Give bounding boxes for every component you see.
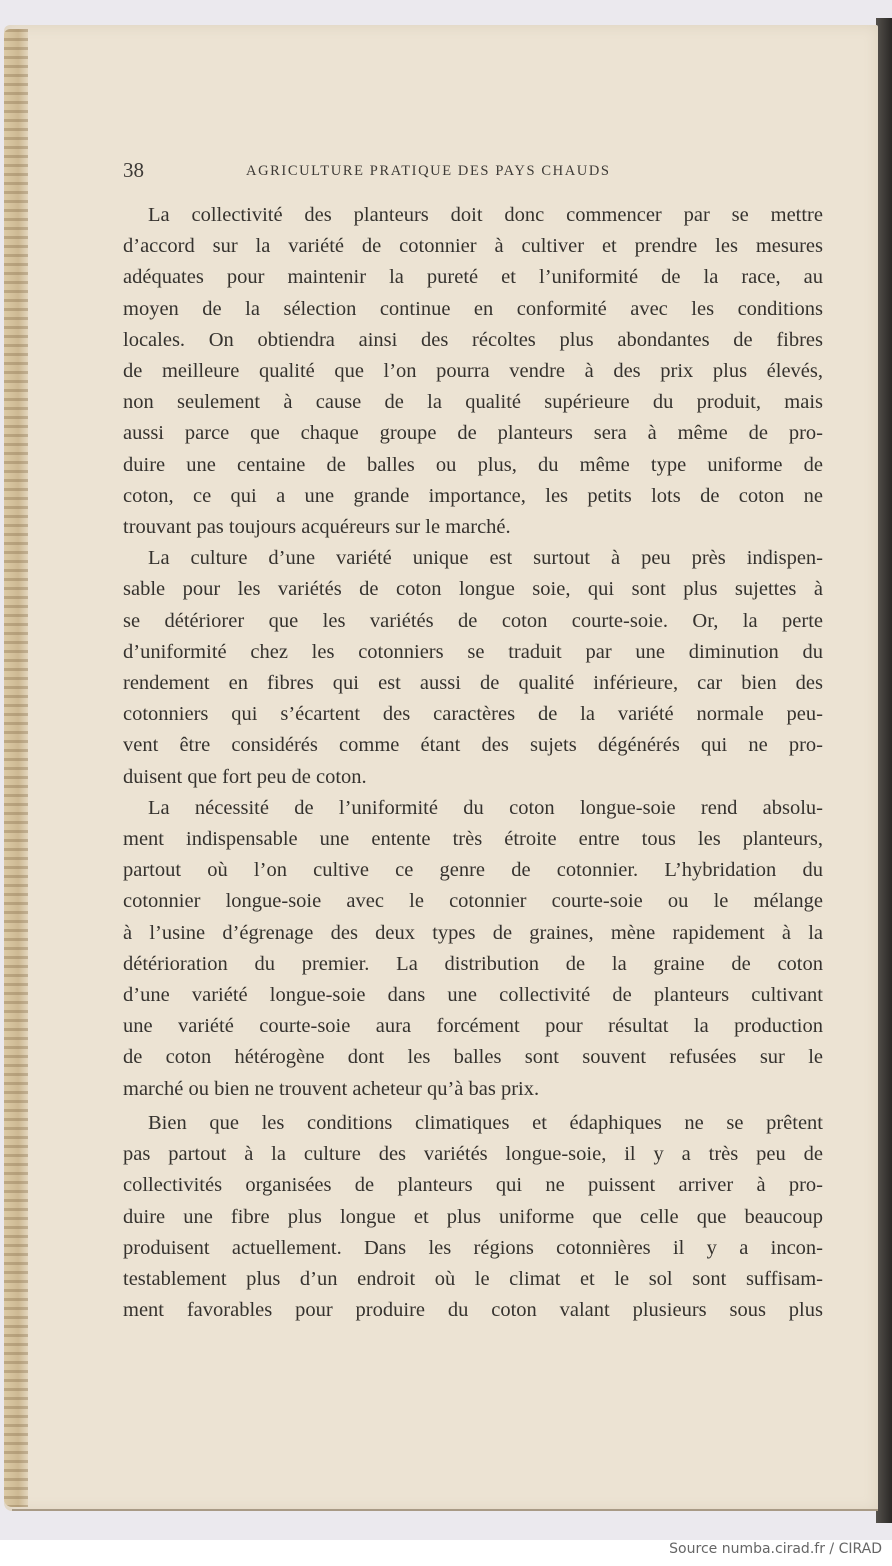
text-line: La collectivité des planteurs doit donc commencer par se mettre: [148, 204, 823, 226]
text-line: d’accord sur la variété de cotonnier à cultiver et prendre les mesures: [123, 235, 823, 258]
text-line: duire une centaine de balles ou plus, du même type uniforme de: [123, 453, 823, 476]
text-line: détérioration du premier. La distribution de la graine de coton: [123, 952, 823, 975]
paragraph-2: [123, 543, 823, 793]
paragraph-1: [123, 200, 823, 543]
text-line: duire une fibre plus longue et plus uniforme que celle que beaucoup: [123, 1205, 823, 1228]
text-line: une variété courte-soie aura forcément pour résultat la production: [123, 1015, 823, 1038]
text-line: pas partout à la culture des variétés longue-soie, il y a très peu de: [123, 1143, 823, 1166]
text-line: ment indispensable une entente très étroite entre tous les planteurs,: [123, 828, 823, 851]
text-line: locales. On obtiendra ainsi des récoltes plus abondantes de fibres: [123, 328, 823, 351]
body-text: [123, 200, 823, 1326]
text-line: moyen de la sélection continue en conformité avec les conditions: [123, 297, 823, 320]
text-line: adéquates pour maintenir la pureté et l’uniformité de la race, au: [123, 266, 823, 289]
text-line: Bien que les conditions climatiques et édaphiques ne se prêtent: [148, 1111, 823, 1134]
book-binding-edge: [876, 18, 892, 1523]
running-head: [123, 158, 823, 186]
paragraph-3: [123, 793, 823, 1105]
page-bottom-edge: [12, 1509, 878, 1511]
running-head-title: AGRICULTURE PRATIQUE DES PAYS CHAUDS: [246, 163, 611, 179]
text-line: partout où l’on cultive ce genre de cotonnier. L’hybridation du: [123, 859, 823, 882]
text-line: marché ou bien ne trouvent acheteur qu’à bas prix.: [123, 1077, 540, 1100]
text-line: vent être considérés comme étant des sujets dégénérés qui ne pro-: [123, 734, 823, 757]
text-line: cotonnier longue-soie avec le cotonnier courte-soie ou le mélange: [123, 890, 823, 913]
text-line: collectivités organisées de planteurs qui ne puissent arriver à pro-: [123, 1174, 823, 1197]
text-line: sable pour les variétés de coton longue soie, qui sont plus sujettes à: [123, 578, 823, 601]
page-number: 38: [123, 158, 144, 182]
text-line: cotonniers qui s’écartent des caractères de la variété normale peu-: [123, 703, 823, 726]
text-line: coton, ce qui a une grande importance, les petits lots de coton ne: [123, 484, 823, 507]
page-spine-edge: [4, 29, 28, 1507]
text-line: trouvant pas toujours acquéreurs sur le marché.: [123, 516, 511, 539]
text-line: ment favorables pour produire du coton valant plusieurs sous plus: [123, 1299, 823, 1322]
text-line: à l’usine d’égrenage des deux types de graines, mène rapidement à la: [123, 921, 823, 944]
text-line: duisent que fort peu de coton.: [123, 765, 367, 788]
text-line: La nécessité de l’uniformité du coton longue-soie rend absolu-: [148, 796, 823, 819]
text-line: rendement en fibres qui est aussi de qualité inférieure, car bien des: [123, 672, 823, 695]
text-line: de coton hétérogène dont les balles sont souvent refusées sur le: [123, 1046, 823, 1069]
text-line: d’uniformité chez les cotonniers se traduit par une diminution du: [123, 640, 823, 663]
paragraph-4: [123, 1108, 823, 1326]
text-line: produisent actuellement. Dans les régions cotonnières il y a incon-: [123, 1236, 823, 1259]
source-attribution: Source numba.cirad.fr / CIRAD: [669, 1541, 882, 1557]
text-line: testablement plus d’un endroit où le climat et le sol sont suffisam-: [123, 1267, 823, 1290]
text-line: La culture d’une variété unique est surtout à peu près indispen-: [148, 547, 823, 570]
text-line: non seulement à cause de la qualité supérieure du produit, mais: [123, 391, 823, 414]
text-line: d’une variété longue-soie dans une collectivité de planteurs cultivant: [123, 984, 823, 1007]
text-line: de meilleure qualité que l’on pourra vendre à des prix plus élevés,: [123, 360, 823, 383]
text-line: se détériorer que les variétés de coton courte-soie. Or, la perte: [123, 609, 823, 632]
text-line: aussi parce que chaque groupe de planteurs sera à même de pro-: [123, 422, 823, 445]
